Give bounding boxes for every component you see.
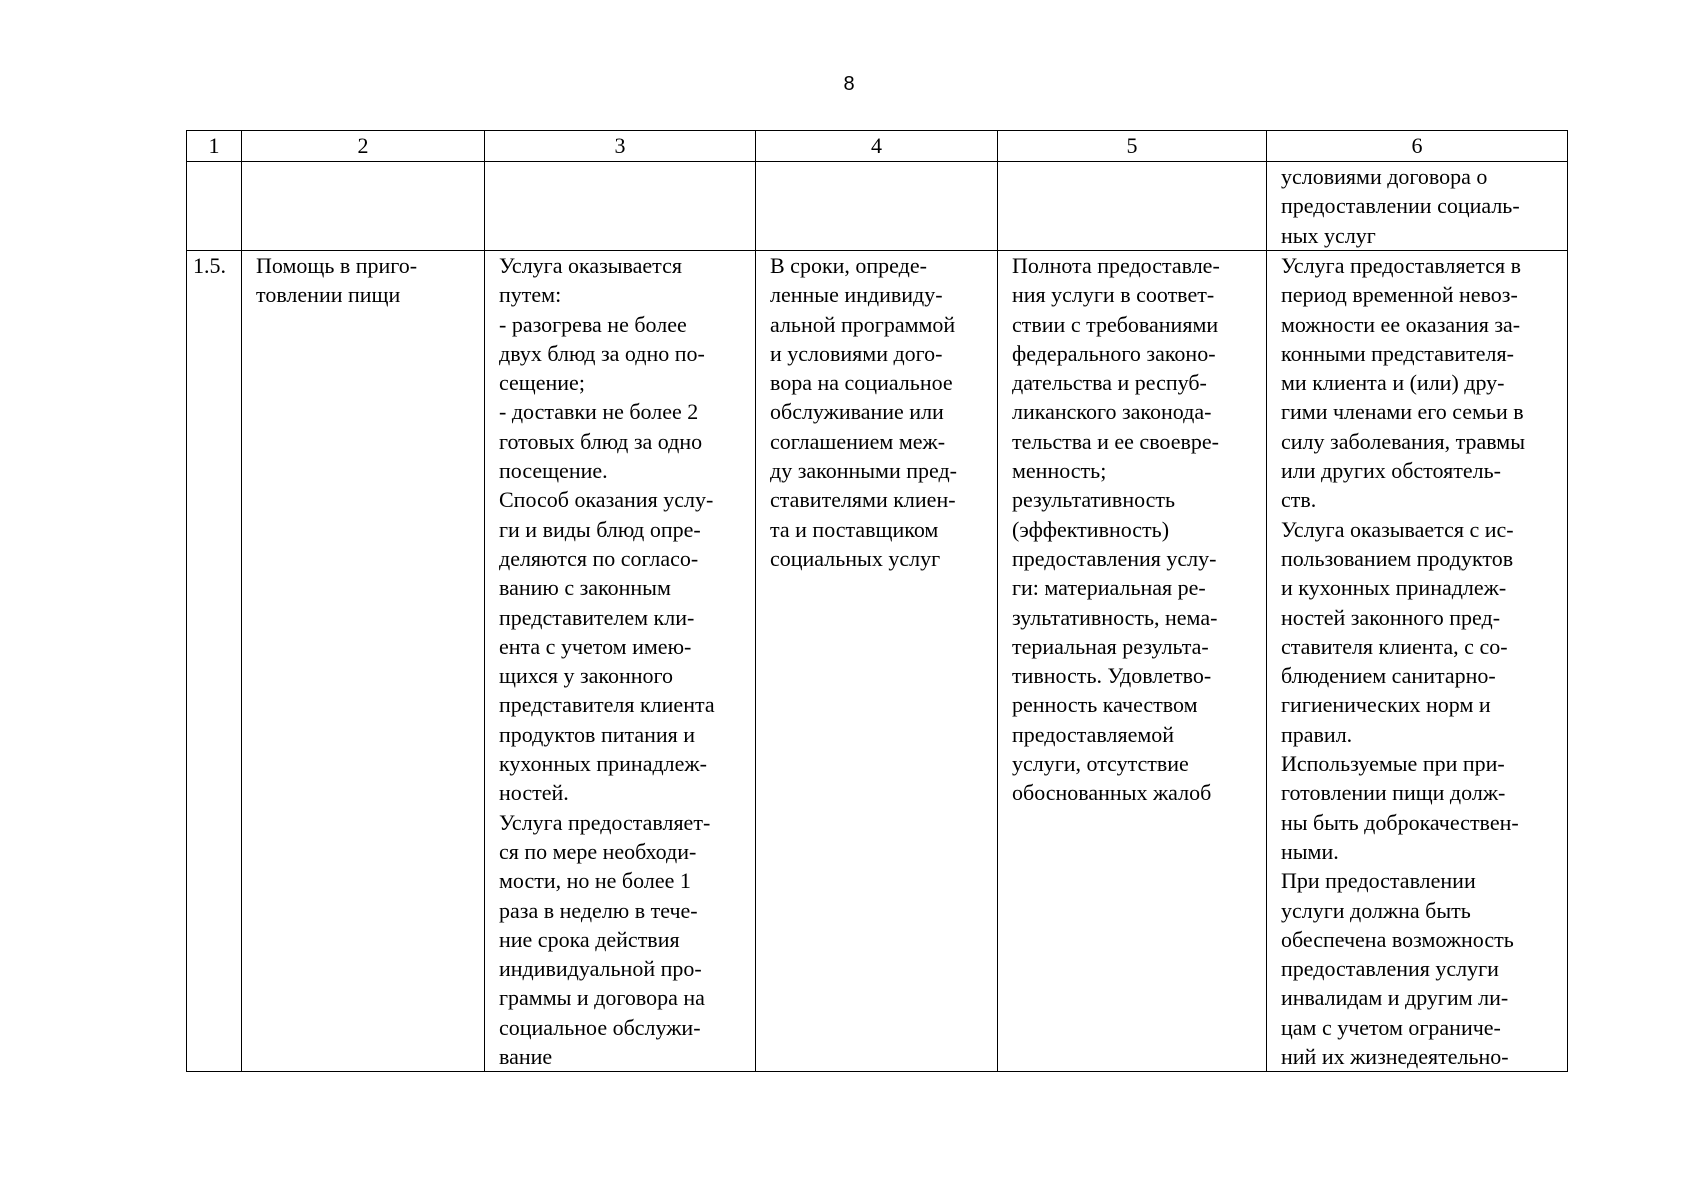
text-line: социальное обслужи- xyxy=(499,1014,701,1040)
text-line: ги: материальная ре- xyxy=(1012,575,1206,601)
text-line: условиями договора о xyxy=(1281,164,1488,189)
text-line: ний их жизнедеятельно- xyxy=(1281,1044,1509,1070)
text-line: ликанского законода- xyxy=(1012,399,1212,425)
text-line: инвалидам и другим ли- xyxy=(1281,985,1509,1011)
text-line: граммы и договора на xyxy=(499,985,705,1011)
text-line: правил. xyxy=(1281,721,1353,747)
text-line: тивность. Удовлетво- xyxy=(1012,663,1212,689)
text-line: Услуга предоставляется в xyxy=(1281,253,1521,278)
text-line: - доставки не более 2 xyxy=(499,399,699,425)
text-line: тельства и ее своевре- xyxy=(1012,428,1219,454)
text-line: путем: xyxy=(499,282,562,308)
column-header-1: 1 xyxy=(187,131,242,162)
cell-service-terms xyxy=(756,251,998,1072)
text-line: предоставления услуги xyxy=(1281,956,1499,982)
text-line: сещение; xyxy=(499,370,585,396)
text-line: Полнота предоставле- xyxy=(1012,253,1220,278)
text-line: Услуга оказывается xyxy=(499,253,682,278)
text-line: двух блюд за одно по- xyxy=(499,340,705,366)
table-header-row xyxy=(187,131,1568,162)
text-line: кухонных принадлеж- xyxy=(499,751,707,777)
text-line: индивидуальной про- xyxy=(499,956,702,982)
text-line: готовых блюд за одно xyxy=(499,428,703,454)
text-line: ными. xyxy=(1281,838,1339,864)
column-header-3: 3 xyxy=(485,131,756,162)
text-line: - разогрева не более xyxy=(499,311,687,337)
text-line: щихся у законного xyxy=(499,663,674,689)
text-line: Помощь в приго- xyxy=(256,253,418,278)
text-line: Способ оказания услу- xyxy=(499,487,714,513)
text-line: деляются по согласо- xyxy=(499,545,699,571)
text-line: Услуга оказывается с ис- xyxy=(1281,516,1514,542)
cell-quality-indicators xyxy=(998,251,1267,1072)
text-line: ся по мере необходи- xyxy=(499,838,697,864)
text-line: зультативность, нема- xyxy=(1012,604,1218,630)
text-line: гими членами его семьи в xyxy=(1281,399,1524,425)
service-name-text xyxy=(256,251,470,310)
column-header-2: 2 xyxy=(242,131,485,162)
text-line: Услуга предоставляет- xyxy=(499,809,711,835)
cell-service-description xyxy=(485,251,756,1072)
text-line: вора на социальное xyxy=(770,370,953,396)
text-line: раза в неделю в тече- xyxy=(499,897,698,923)
text-line: Используемые при при- xyxy=(1281,751,1505,777)
text-line: услуги, отсутствие xyxy=(1012,751,1189,777)
text-line: представителем кли- xyxy=(499,604,695,630)
text-line: ствии с требованиями xyxy=(1012,311,1219,337)
text-line: предоставления услу- xyxy=(1012,545,1217,571)
text-line: ента с учетом имею- xyxy=(499,633,692,659)
text-line: (эффективность) xyxy=(1012,516,1170,542)
cell-conditions-continuation xyxy=(1267,162,1568,251)
text-line: и кухонных принадлеж- xyxy=(1281,575,1507,601)
text-line: предоставляемой xyxy=(1012,721,1175,747)
cell-description-empty xyxy=(485,162,756,251)
table-row-1-5 xyxy=(187,251,1568,1072)
cell-number-empty xyxy=(187,162,242,251)
text-line: При предоставлении xyxy=(1281,868,1476,894)
text-line: ставителя клиента, с со- xyxy=(1281,633,1508,659)
text-line: ду законными пред- xyxy=(770,458,958,484)
cell-service-conditions xyxy=(1267,251,1568,1072)
text-line: федерального законо- xyxy=(1012,340,1216,366)
page-number: 8 xyxy=(843,73,855,95)
text-line: конными представителя- xyxy=(1281,340,1514,366)
column-header-5: 5 xyxy=(998,131,1267,162)
text-line: обслуживание или xyxy=(770,399,944,425)
text-line: ги и виды блюд опре- xyxy=(499,516,701,542)
text-line: ств. xyxy=(1281,487,1317,513)
text-line: или других обстоятель- xyxy=(1281,458,1501,484)
table-row-continuation xyxy=(187,162,1568,251)
cell-quality-empty xyxy=(998,162,1267,251)
text-line: пользованием продуктов xyxy=(1281,545,1514,571)
text-line: ния услуги в соответ- xyxy=(1012,282,1215,308)
text-line: териальная результа- xyxy=(1012,633,1209,659)
text-line: блюдением санитарно- xyxy=(1281,663,1496,689)
text-line: готовлении пищи долж- xyxy=(1281,780,1506,806)
text-line: вание xyxy=(499,1044,553,1070)
text-line: альной программой xyxy=(770,311,956,337)
column-header-4: 4 xyxy=(756,131,998,162)
text-line: предоставлении социаль- xyxy=(1281,193,1520,219)
text-line: ленные индивиду- xyxy=(770,282,943,308)
text-line: В сроки, опреде- xyxy=(770,253,927,278)
service-description-text xyxy=(499,251,741,1071)
text-line: продуктов питания и xyxy=(499,721,696,747)
text-line: дательства и респуб- xyxy=(1012,370,1207,396)
text-line: ставителями клиен- xyxy=(770,487,956,513)
text-line: представителя клиента xyxy=(499,692,715,718)
text-line: цам с учетом ограниче- xyxy=(1281,1014,1501,1040)
text-line: менность; xyxy=(1012,458,1107,484)
column-header-6: 6 xyxy=(1267,131,1568,162)
cell-service-name xyxy=(242,251,485,1072)
text-line: ренность качеством xyxy=(1012,692,1198,718)
cell-row-number: 1.5. xyxy=(187,251,242,1072)
text-line: посещение. xyxy=(499,458,608,484)
service-terms-text xyxy=(770,251,983,573)
services-table xyxy=(186,130,1568,1072)
text-line: социальных услуг xyxy=(770,545,941,571)
text-line: товлении пищи xyxy=(256,282,401,308)
cell-service-name-empty xyxy=(242,162,485,251)
cell-terms-empty xyxy=(756,162,998,251)
text-line: можности ее оказания за- xyxy=(1281,311,1521,337)
service-conditions-text xyxy=(1281,251,1553,1071)
text-line: силу заболевания, травмы xyxy=(1281,428,1526,454)
text-line: и условиями дого- xyxy=(770,340,943,366)
text-line: гигиенических норм и xyxy=(1281,692,1491,718)
text-line: та и поставщиком xyxy=(770,516,939,542)
text-line: услуги должна быть xyxy=(1281,897,1471,923)
quality-indicators-text xyxy=(1012,251,1252,808)
text-line: ны быть доброкачествен- xyxy=(1281,809,1519,835)
text-line: результативность xyxy=(1012,487,1176,513)
text-line: ных услуг xyxy=(1281,222,1376,248)
text-line: ми клиента и (или) дру- xyxy=(1281,370,1505,396)
text-line: соглашением меж- xyxy=(770,428,946,454)
text-line: ностей. xyxy=(499,780,569,806)
text-line: ванию с законным xyxy=(499,575,671,601)
text-line: обоснованных жалоб xyxy=(1012,780,1212,806)
text-line: обеспечена возможность xyxy=(1281,926,1514,952)
text-line: ностей законного пред- xyxy=(1281,604,1501,630)
text-line: период временной невоз- xyxy=(1281,282,1518,308)
conditions-continuation-text xyxy=(1281,162,1553,250)
text-line: мости, но не более 1 xyxy=(499,868,691,894)
text-line: ние срока действия xyxy=(499,926,680,952)
